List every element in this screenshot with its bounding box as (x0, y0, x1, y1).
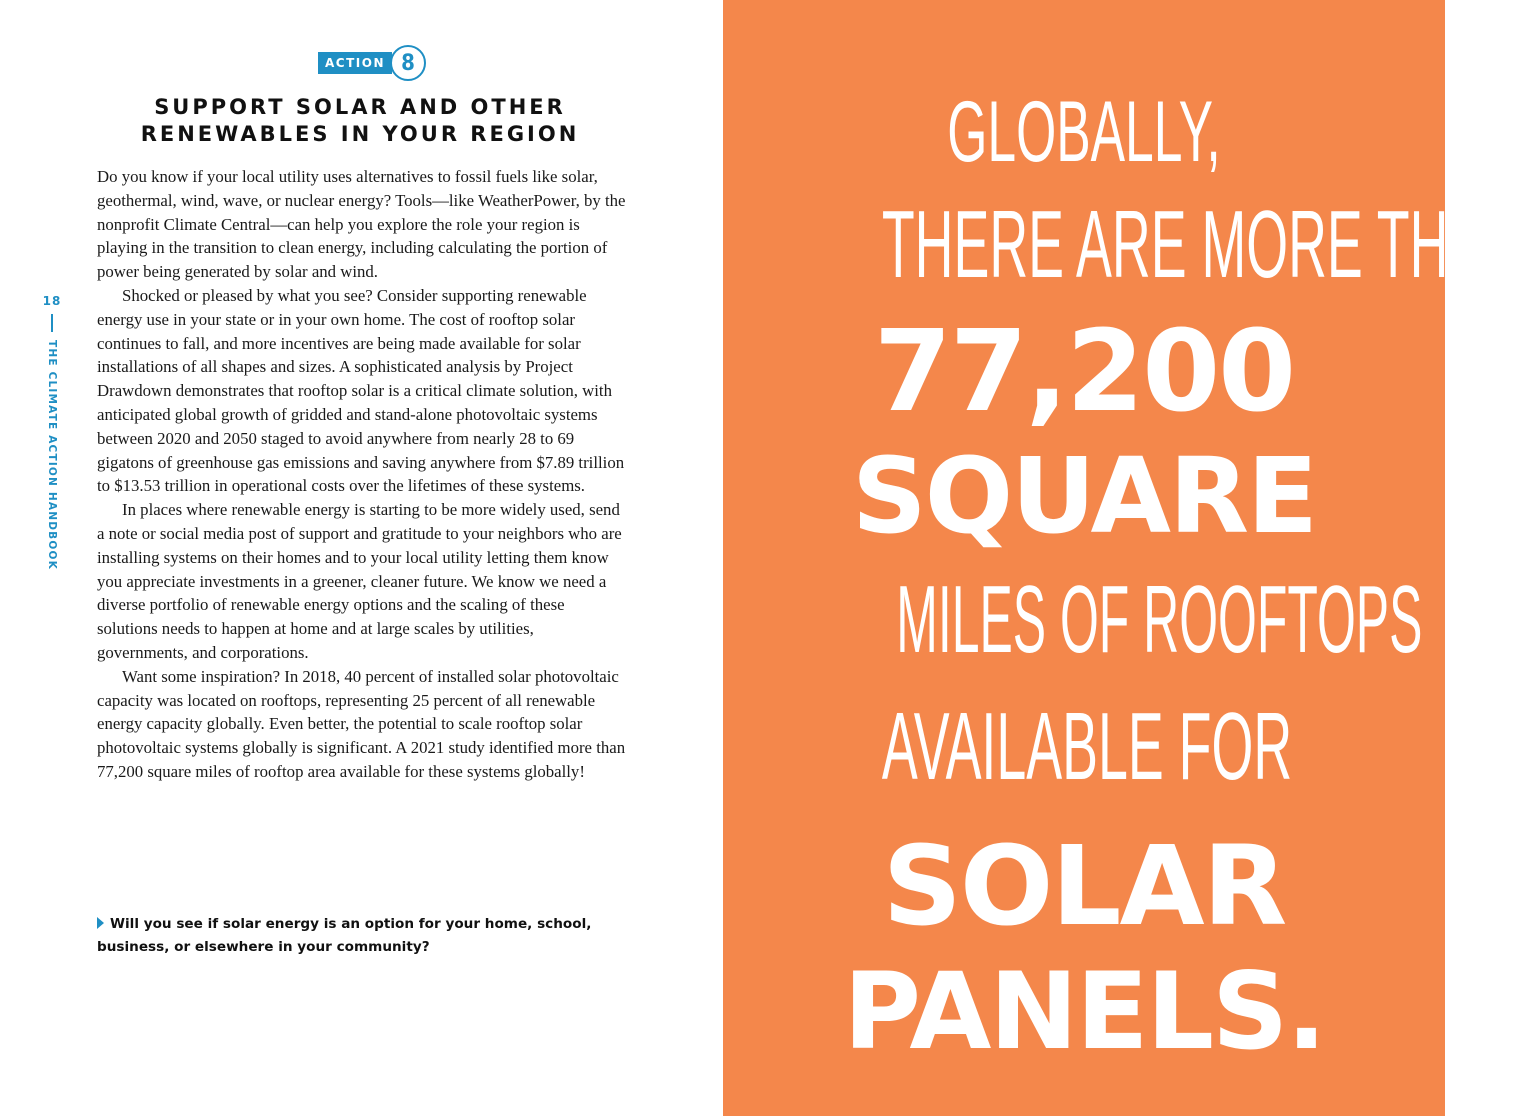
section-heading (100, 94, 620, 148)
heading-line-2: RENEWABLES IN YOUR REGION (140, 122, 580, 146)
callout-line-available-for: AVAILABLE FOR (881, 693, 1293, 800)
action-question (97, 913, 627, 959)
callout-line-miles-of-rooftops: MILES OF ROOFTOPS (896, 566, 1423, 673)
callout-line-globally: GLOBALLY, (947, 84, 1221, 180)
action-badge (318, 44, 426, 82)
paragraph-2: Shocked or pleased by what you see? Consider supporting renewable energy use in your state or in your own home. The cost of rooftop solar continues to fall, and more incentives are being made available for solar installations of all shapes and sizes. A sophisticated analysis by Project Drawdown demonstrates that rooftop solar is a critical climate solution, with anticipated global growth of gridded and stand-alone photovoltaic systems between 2020 and 2050 staged to avoid anywhere from nearly 28 to 69 gigatons of greenhouse gas emissions and saving anywhere from $7.89 trillion to $13.53 trillion in operational costs over the lifetimes of these systems. (97, 285, 625, 496)
callout-line-square: SQUARE (851, 435, 1317, 557)
question-text: Will you see if solar energy is an option for your home, school, business, or elsewhere in your community? (97, 916, 592, 955)
right-page-callout (723, 0, 1523, 1116)
paragraph-4: Want some inspiration? In 2018, 40 percent of installed solar photovoltaic capacity was located on rooftops, representing 25 percent of all renewable energy capacity globally. Even better, the potential to scale rooftop solar photovoltaic systems globally is significant. A 2021 study identified more than 77,200 square miles of rooftop area available for these systems globally! (97, 666, 626, 781)
callout-line-panels: PANELS. (843, 950, 1325, 1073)
action-label: ACTION (318, 52, 392, 74)
action-number: 8 (390, 45, 426, 81)
callout-line-number: 77,200 (873, 307, 1295, 437)
running-folio (40, 294, 64, 570)
page-number: 18 (42, 294, 62, 308)
triangle-bullet-icon (97, 917, 104, 929)
paragraph-3: In places where renewable energy is starting to be more widely used, send a note or social media post of support and gratitude to your neighbors who are installing systems on their homes and to your local utility letting them know you appreciate investments in a greener, cleaner future. We know we need a diverse portfolio of renewable energy options and the scaling of these solutions needs to happen at home and at large scales by utilities, governments, and corporations. (97, 500, 622, 662)
callout-line-there-are-more-than: THERE ARE MORE THAN (881, 191, 1523, 298)
book-title: THE CLIMATE ACTION HANDBOOK (46, 340, 58, 570)
folio-divider (51, 314, 53, 332)
paragraph-1: Do you know if your local utility uses alternatives to fossil fuels like solar, geothermal, wind, wave, or nuclear energy? Tools—like WeatherPower, by the nonprofit Climate Central—can help you explore the role your region is playing in the transition to clean energy, including calculating the portion of power being generated by solar and wind. (97, 167, 626, 282)
left-page (0, 0, 723, 1116)
callout-line-solar: SOLAR (882, 822, 1286, 950)
heading-line-1: SUPPORT SOLAR AND OTHER (154, 95, 566, 119)
body-text (97, 165, 627, 784)
